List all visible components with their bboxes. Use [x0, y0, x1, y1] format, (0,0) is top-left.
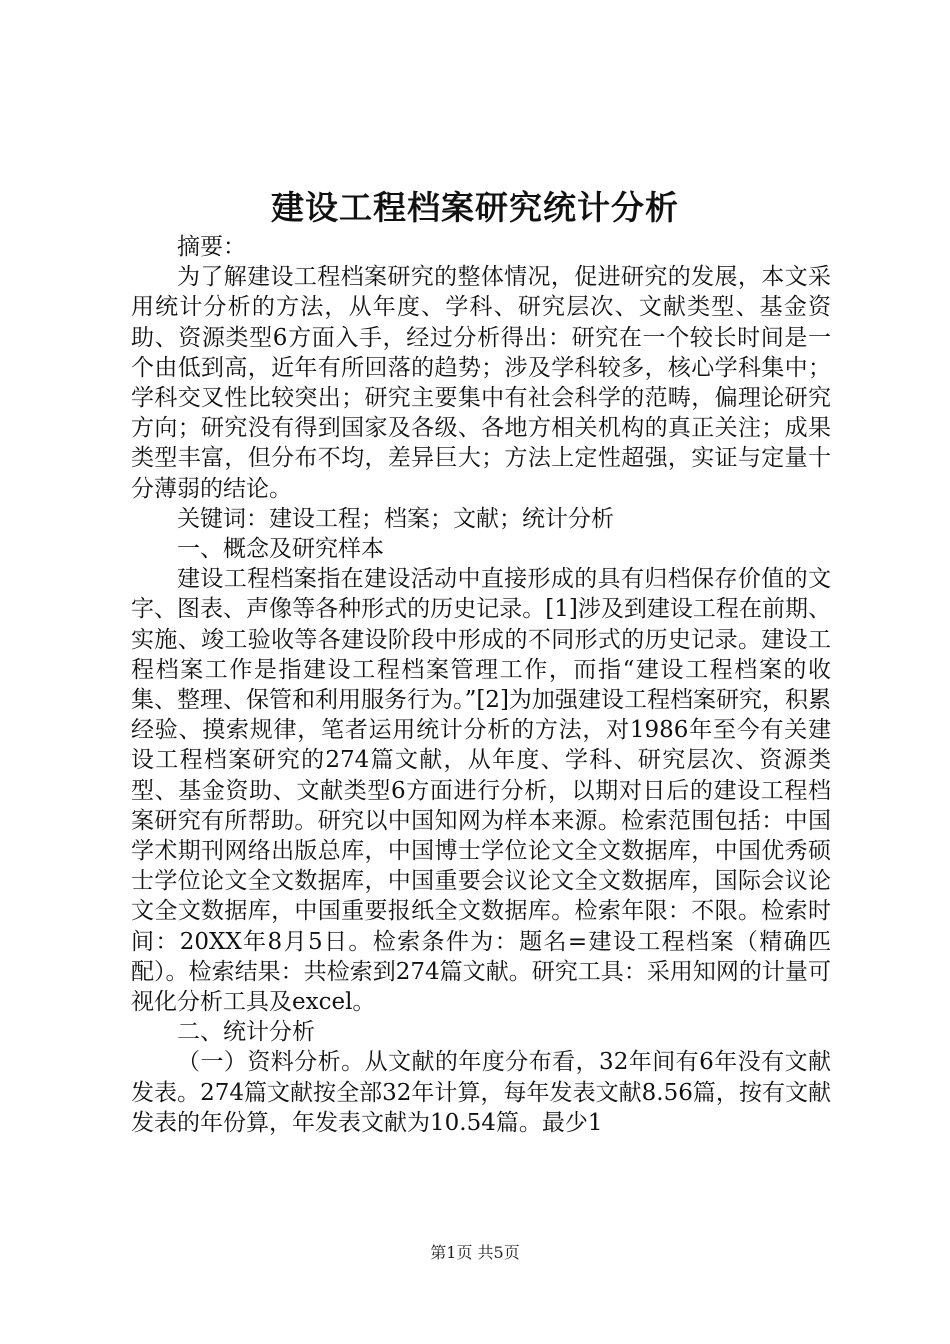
body-paragraph-2: （一）资料分析。从文献的年度分布看，32年间有6年没有文献发表。274篇文献按全部32年计算，每年发表文献8.56篇，按有文献发表的年份算，年发表文献为10.54篇。最少1 — [131, 1049, 831, 1136]
document-title: 建设工程档案研究统计分析 — [271, 188, 679, 227]
document-body — [131, 232, 831, 1138]
abstract-paragraph: 为了解建设工程档案研究的整体情况，促进研究的发展，本文采用统计分析的方法，从年度、学科、研究层次、文献类型、基金资助、资源类型6方面入手，经过分析得出：研究在一个较长时间是一个由低到高，近年有所回落的趋势；涉及学科较多，核心学科集中；学科交叉性比较突出；研究主要集中有社会科学的范畴，偏理论研究方向；研究没有得到国家及各级、各地方相关机构的真正关注；成果类型丰富，但分布不均，差异巨大；方法上定性超强，实证与定量十分薄弱的结论。 — [131, 264, 831, 502]
keywords-line: 关键词：建设工程；档案；文献；统计分析 — [177, 505, 614, 532]
section-heading-1: 一、概念及研究样本 — [177, 536, 384, 563]
page-number: 第1页 共5页 — [430, 1243, 520, 1262]
body-paragraph-1: 建设工程档案指在建设活动中直接形成的具有归档保存价值的文字、图表、声像等各种形式的历史记录。[1]涉及到建设工程在前期、实施、竣工验收等各建设阶段中形成的不同形式的历史记录。建设工程档案工作是指建设工程档案管理工作，而指“建设工程档案的收集、整理、保管和利用服务行为。”[2]为加强建设工程档案研究，积累经验、摸索规律，笔者运用统计分析的方法，对1986年至今有关建设工程档案研究的274篇文献，从年度、学科、研究层次、资源类型、基金资助、文献类型6方面进行分析，以期对日后的建设工程档案研究有所帮助。研究以中国知网为样本来源。检索范围包括：中国学术期刊网络出版总库，中国博士学位论文全文数据库，中国优秀硕士学位论文全文数据库，中国重要会议论文全文数据库，国际会议论文全文数据库，中国重要报纸全文数据库。检索年限：不限。检索时间：20XX年8月5日。检索条件为：题名=建设工程档案（精确匹配）。检索结果：共检索到274篇文献。研究工具：采用知网的计量可视化分析工具及excel。 — [131, 566, 831, 1016]
abstract-heading: 摘要： — [177, 234, 246, 260]
section-heading-2: 二、统计分析 — [177, 1019, 315, 1046]
